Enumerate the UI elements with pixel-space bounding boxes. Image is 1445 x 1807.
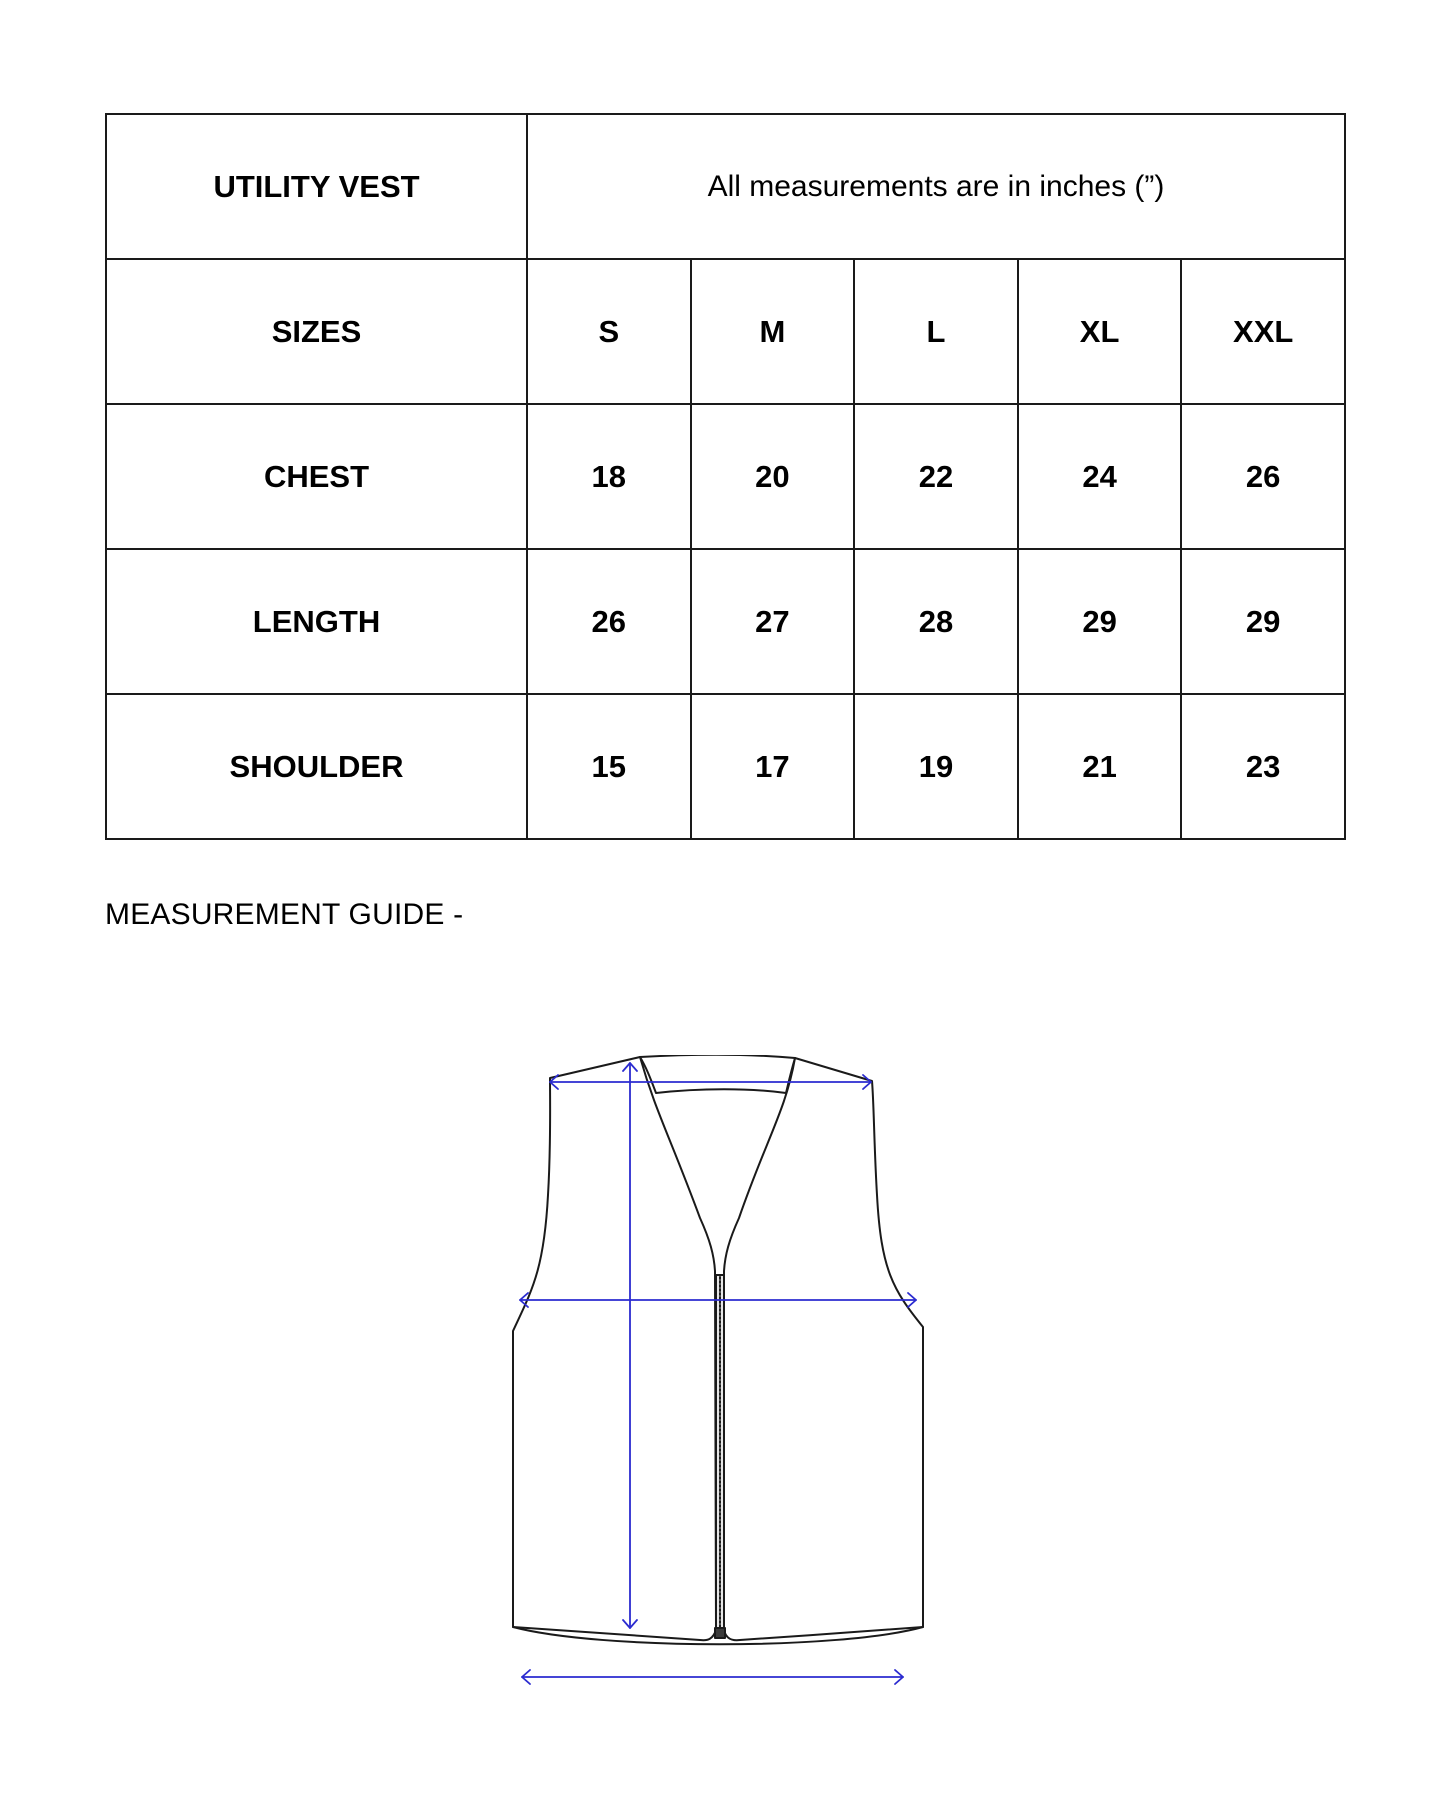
length-row: [106, 549, 1345, 694]
vest-right-panel: [724, 1058, 923, 1640]
vest-outline: [513, 1055, 923, 1644]
row-label: LENGTH: [106, 549, 527, 694]
table-cell: 22: [854, 404, 1018, 549]
table-cell: 27: [691, 549, 855, 694]
title-row: [106, 114, 1345, 259]
shoulder-row: [106, 694, 1345, 839]
sizes-header: SIZES: [106, 259, 527, 404]
table-cell: 19: [854, 694, 1018, 839]
hem-arrow: [522, 1670, 903, 1684]
product-name: UTILITY VEST: [106, 114, 527, 259]
size-s: S: [527, 259, 691, 404]
size-xxl: XXL: [1181, 259, 1345, 404]
length-arrow: [623, 1063, 637, 1628]
table-cell: 20: [691, 404, 855, 549]
units-note: All measurements are in inches (”): [527, 114, 1345, 259]
size-m: M: [691, 259, 855, 404]
sizes-row: [106, 259, 1345, 404]
table-cell: 15: [527, 694, 691, 839]
size-xl: XL: [1018, 259, 1182, 404]
measurement-guide-label: MEASUREMENT GUIDE -: [105, 898, 464, 931]
table-cell: 26: [527, 549, 691, 694]
table-cell: 17: [691, 694, 855, 839]
vest-left-panel: [513, 1057, 716, 1640]
table-cell: 24: [1018, 404, 1182, 549]
zipper-stop: [715, 1628, 725, 1638]
vest-diagram: [500, 1055, 950, 1705]
row-label: CHEST: [106, 404, 527, 549]
table-cell: 18: [527, 404, 691, 549]
table-cell: 29: [1181, 549, 1345, 694]
shoulder-arrow: [550, 1075, 871, 1089]
vest-back-collar: [640, 1055, 795, 1093]
table-cell: 21: [1018, 694, 1182, 839]
size-chart-table: [105, 113, 1346, 840]
size-l: L: [854, 259, 1018, 404]
row-label: SHOULDER: [106, 694, 527, 839]
table-cell: 26: [1181, 404, 1345, 549]
chest-row: [106, 404, 1345, 549]
table-cell: 23: [1181, 694, 1345, 839]
table-cell: 29: [1018, 549, 1182, 694]
table-cell: 28: [854, 549, 1018, 694]
